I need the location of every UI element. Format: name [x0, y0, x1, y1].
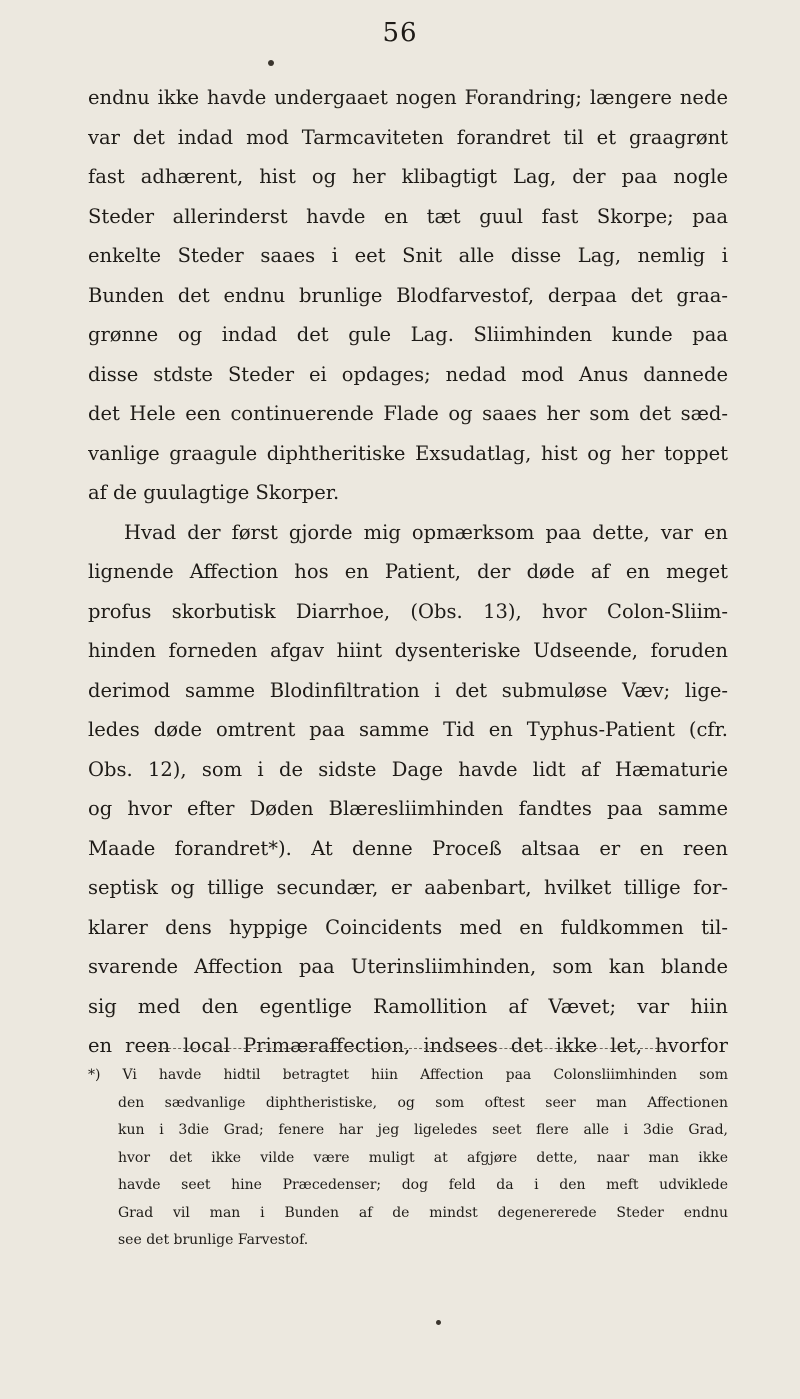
text-line: var det indad mod Tarmcaviteten forandret til et graagrønt — [88, 125, 728, 149]
text-line: klarer dens hyppige Coincidents med en fuldkommen til- — [88, 915, 728, 939]
text-line: sig med den egentlige Ramollition af Vævet; var hiin — [88, 994, 728, 1018]
text-line: svarende Affection paa Uterinsliimhinden, som kan blande — [88, 955, 728, 978]
text-line: lignende Affection hos en Patient, der døde af en meget — [88, 560, 728, 583]
footnote-line: havde seet hine Præcedenser; dog feld da i den meft udviklede — [118, 1177, 728, 1193]
text-line: Obs. 12), som i de sidste Dage havde lidt af Hæmaturie — [88, 757, 728, 781]
footnote-line: den sædvanlige diphtheristiske, og som oftest seer man Affectionen — [118, 1094, 728, 1111]
text-line: en reen local Primæraffection, indsees det ikke let, hvorfor — [88, 1034, 728, 1057]
text-line: ledes døde omtrent paa samme Tid en Typhus-Patient (cfr. — [88, 718, 728, 741]
text-line: hinden forneden afgav hiint dysenteriske Udseende, foruden — [88, 639, 728, 662]
text-line: Steder allerinderst havde en tæt guul fast Skorpe; paa — [88, 204, 728, 228]
text-line: det Hele een continuerende Flade og saaes her som det sæd- — [88, 402, 728, 425]
text-line: fast adhærent, hist og her klibagtigt Lag, der paa nogle — [88, 165, 728, 188]
footnote-line: see det brunlige Farvestof. — [118, 1232, 309, 1248]
text-line: Maade forandret*). At denne Proceß altsaa er en reen — [88, 836, 728, 860]
text-line: septisk og tillige secundær, er aabenbart, hvilket tillige for- — [88, 876, 728, 899]
footnote-line: hvor det ikke vilde være muligt at afgjøre dette, naar man ikke — [118, 1149, 728, 1166]
text-line: endnu ikke havde undergaaet nogen Forandring; længere nede — [88, 86, 728, 109]
footnote-line: Grad vil man i Bunden af de mindst degenererede Steder endnu — [118, 1204, 728, 1221]
footnote-divider — [148, 1048, 668, 1049]
text-line: derimod samme Blodinfiltration i det submuløse Væv; lige- — [88, 678, 728, 702]
text-line: og hvor efter Døden Blæresliimhinden fandtes paa samme — [88, 797, 728, 820]
text-line: Hvad der først gjorde mig opmærksom paa dette, var en — [124, 520, 728, 544]
text-line: enkelte Steder saaes i eet Snit alle disse Lag, nemlig i — [88, 244, 728, 267]
footnote-line: *) Vi havde hidtil betragtet hiin Affection paa Colonsliimhinden som — [88, 1067, 728, 1083]
text-line: grønne og indad det gule Lag. Sliimhinden kunde paa — [88, 323, 728, 346]
ink-speck — [436, 1320, 441, 1325]
text-line: Bunden det endnu brunlige Blodfarvestof, derpaa det graa- — [88, 283, 728, 307]
ink-speck — [268, 60, 274, 66]
footnote — [88, 1062, 728, 1255]
text-line: disse stdste Steder ei opdages; nedad mod Anus dannede — [88, 362, 728, 386]
body-text — [88, 78, 728, 1066]
text-line: af de guulagtige Skorper. — [88, 481, 340, 504]
footnote-line: kun i 3die Grad; fenere har jeg ligeledes seet flere alle i 3die Grad, — [118, 1122, 728, 1138]
text-line: profus skorbutisk Diarrhoe, (Obs. 13), hvor Colon-Sliim- — [88, 599, 728, 623]
page-number: 56 — [382, 18, 418, 48]
text-line: vanlige graagule diphtheritiske Exsudatlag, hist og her toppet — [88, 441, 728, 465]
